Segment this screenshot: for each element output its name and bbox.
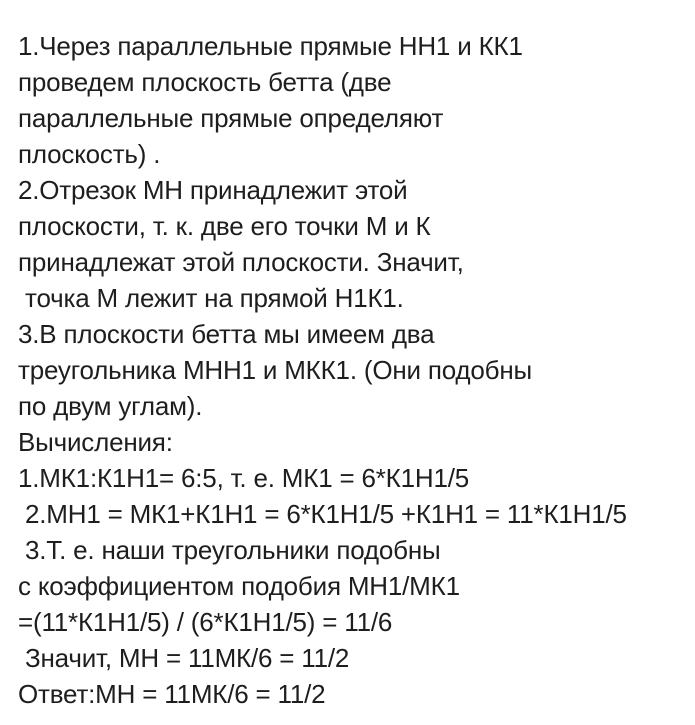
- text-line: принадлежат этой плоскости. Значит,: [18, 247, 464, 277]
- text-line: =(11*К1Н1/5) / (6*К1Н1/5) = 11/6: [18, 607, 393, 637]
- text-line: треугольника МНН1 и МКК1. (Они подобны: [18, 355, 532, 385]
- text-line: 3.Т. е. наши треугольники подобны: [18, 535, 441, 565]
- answer-line: Ответ:МН = 11МК/6 = 11/2: [18, 679, 326, 709]
- text-line: проведем плоскость бетта (две: [18, 67, 392, 97]
- text-line: 1.Через параллельные прямые НН1 и КК1: [18, 31, 523, 61]
- text-line: 3.В плоскости бетта мы имеем два: [18, 319, 435, 349]
- section-heading: Вычисления:: [18, 427, 173, 457]
- text-line: по двум углам).: [18, 391, 203, 421]
- text-line: Значит, МН = 11МК/6 = 11/2: [18, 643, 350, 673]
- text-line: плоскости, т. к. две его точки М и К: [18, 211, 431, 241]
- text-line: 2.Отрезок МН принадлежит этой: [18, 175, 408, 205]
- text-line: плоскость) .: [18, 139, 161, 169]
- text-line: параллельные прямые определяют: [18, 103, 444, 133]
- text-line: с коэффициентом подобия МН1/МК1: [18, 571, 460, 601]
- text-line: точка М лежит на прямой Н1К1.: [18, 283, 404, 313]
- solution-text: [18, 28, 693, 712]
- text-line: 2.МН1 = МК1+К1Н1 = 6*К1Н1/5 +К1Н1 = 11*К1Н1/5: [18, 499, 627, 529]
- text-line: 1.МК1:К1Н1= 6:5, т. е. МК1 = 6*К1Н1/5: [18, 463, 469, 493]
